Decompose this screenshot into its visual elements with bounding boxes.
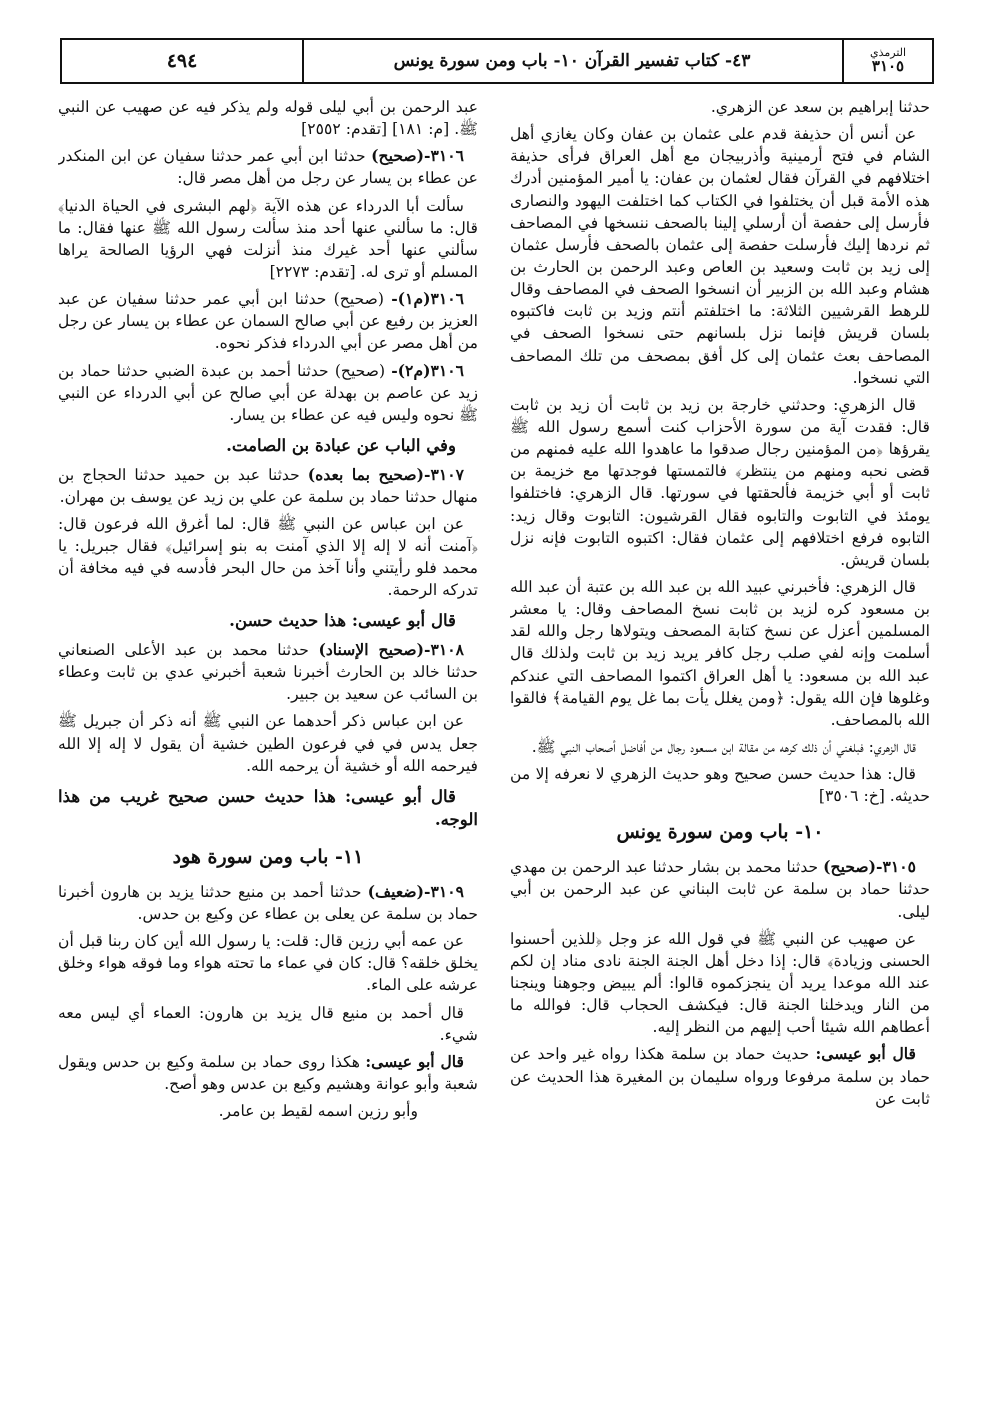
- paragraph: [58, 1002, 478, 1046]
- paragraph-text: عن عمه أبي رزين قال: قلت: يا رسول الله أين كان ربنا قبل أن يخلق خلقه؟ قال: كان في عماء ما تحته هواء وما فوقه هواء وخلق عرشه على الماء.: [58, 932, 478, 995]
- hadith-number-label: ٣١٠٦(م٢)-: [391, 360, 464, 380]
- paragraph-text: سألت أبا الدرداء عن هذه الآية ﴿لهم البشرى في الحياة الدنيا﴾ قال: ما سألني عنها أحد منذ سألت رسول الله ﷺ عنها فقال: ما سألني عنها أحد غيرك منذ أنزلت فهي الرؤيا الصالحة يراها المسلم أو ترى له. [تقدم: ٢٢٧٣]: [58, 196, 478, 281]
- section-heading: ١٠- باب ومن سورة يونس: [616, 821, 824, 844]
- paragraph: [510, 123, 930, 389]
- paragraph-text: (صحيح) حدثنا ابن أبي عمر حدثنا سفيان عن عبد العزيز بن رفيع عن أبي صالح السمان عن عطاء بن يسار عن رجل من أهل مصر عن أبي الدرداء فذكر نحوه.: [58, 290, 478, 353]
- paragraph-text: حدثنا عبد بن حميد حدثنا الحجاج بن منهال حدثنا حماد بن سلمة عن علي بن زيد عن يوسف بن مهران.: [58, 465, 478, 506]
- paragraph-text: حدثنا محمد بن بشار حدثنا عبد الرحمن بن مهدي حدثنا حماد بن سلمة عن ثابت البناني عن عبد الرحمن بن أبي ليلى.: [510, 858, 930, 921]
- paragraph: [510, 576, 930, 731]
- paragraph-text: (صحيح) حدثنا أحمد بن عبدة الضبي حدثنا حماد بن زيد عن عاصم بن بهدلة عن أبي صالح عن أبي الدرداء عن النبي ﷺ نحوه وليس فيه عن عطاء بن يسار.: [58, 361, 478, 424]
- paragraph: [510, 394, 930, 571]
- commentary-line: وفي الباب عن عبادة بن الصامت.: [226, 434, 456, 455]
- left-text-column: [58, 96, 478, 1386]
- paragraph: [58, 710, 478, 776]
- paragraph-text: حدثنا أحمد بن منيع حدثنا يزيد بن هارون أخبرنا حماد بن سلمة عن يعلى بن عطاء عن وكيع بن حدس.: [58, 882, 478, 924]
- paragraph: [58, 1051, 478, 1095]
- paragraph-text: حديث حماد بن سلمة هكذا رواه غير واحد عن حماد بن سلمة مرفوعا ورواه سليمان بن المغيرة هذا الحديث عن ثابت عن: [510, 1045, 930, 1108]
- header-title: ٤٣- كتاب تفسير القرآن ١٠- باب ومن سورة يونس: [393, 51, 751, 71]
- paragraph-text: قال الزهري: وحدثني خارجة بن زيد بن ثابت أن زيد بن ثابت قال: فقدت آية من سورة الأحزاب كنت أسمع رسول الله ﷺ يقرؤها ﴿من المؤمنين رجال صدقوا ما عاهدوا الله عليه فمنهم من قضى نحبه ومنهم من ينتظر﴾ فالتمستها فوجدتها مع خزيمة بن ثابت أو أبي خزيمة فألحقتها في سورتها. قال الزهري: فاختلفوا يومئذ في التابوت والتابوه فقال القرشيون: التابوت وقال زيد: التابوه فرفع اختلافهم إلى عثمان فقال: اكتبوه التابوت فإنه نزل بلسان قريش.: [510, 395, 930, 569]
- paragraph: [58, 464, 478, 508]
- paragraph-text: قال: هذا حديث حسن صحيح وهو حديث الزهري لا نعرفه إلا من حديثه. [خ: ٣٥٠٦]: [510, 765, 930, 806]
- paragraph: [58, 360, 478, 426]
- section-heading: ١١- باب ومن سورة هود: [172, 845, 364, 868]
- paragraph: [58, 513, 478, 602]
- paragraph: [510, 1043, 930, 1109]
- header-hadith-number: ٣١٠٥: [871, 56, 905, 75]
- paragraph: [58, 639, 478, 705]
- right-text-column: [510, 96, 930, 1386]
- paragraph: [58, 195, 478, 284]
- paragraph-text: عن صهيب عن النبي ﷺ في قول الله عز وجل ﴿للذين أحسنوا الحسنى وزيادة﴾ قال: إذا دخل أهل الجنة الجنة نادى مناد إن لكم عند الله موعدا يريد أن ينجزكموه قالوا: ألم يبيض وجوهنا وينجنا من النار ويدخلنا الجنة قال: فيكشف الحجاب قال: فوالله ما أعطاهم الله شيئا أحب إليهم من النظر إليه.: [510, 929, 930, 1037]
- hadith-number-label: قال أبو عيسى:: [365, 1051, 464, 1071]
- paragraph: [58, 145, 478, 189]
- paragraph-text: عن أنس أن حذيفة قدم على عثمان بن عفان وكان يغازي أهل الشام في فتح أرمينية وأذربيجان مع أهل العراق فرأى حذيفة اختلافهم في القرآن فقال لعثمان بن عفان: يا أمير المؤمنين أدرك هذه الأمة قبل أن يختلفوا في الكتاب كما اختلفت اليهود والنصارى فأرسل إلى حفصة أن أرسلي إلينا بالصحف ننسخها في المصاحف ثم نردها إليك فأرسلت حفصة إلى عثمان بالصحف فأرسل عثمان إلى زيد بن ثابت وسعيد بن العاص وعبد الرحمن بن الحارث بن هشام وعبد الله بن الزبير أن انسخوا الصحف في المصاحف وقال للرهط القرشيين الثلاثة: ما اختلفتم أنتم وزيد بن ثابت فاكتبوه بلسان قريش فإنما نزل بلسانهم حتى نسخوا الصحف في المصاحف بعث عثمان إلى كل أفق بمصحف من تلك المصاحف التي نسخوا.: [510, 125, 930, 387]
- header-separator: [302, 40, 304, 82]
- paragraph-text: عن ابن عباس عن النبي ﷺ قال: لما أغرق الله فرعون قال: ﴿آمنت أنه لا إله إلا الذي آمنت به بنو إسرائيل﴾ فقال جبريل: يا محمد فلو رأيتني وأنا آخذ من حال البحر فأدسه في فيه مخافة أن تدركه الرحمة.: [58, 514, 478, 600]
- paragraph-text: عبد الرحمن بن أبي ليلى قوله ولم يذكر فيه عن صهيب عن النبي ﷺ. [م: ١٨١] [تقدم: ٢٥٥٢]: [58, 98, 478, 139]
- header-page-number: ٤٩٤: [166, 50, 198, 72]
- paragraph-text: حدثنا إبراهيم بن سعد عن الزهري.: [710, 98, 930, 116]
- commentary-line: قال أبو عيسى: هذا حديث حسن صحيح غريب من هذا الوجه.: [58, 785, 478, 830]
- hadith-number-label: ٣١٠٦-(صحيح): [371, 146, 464, 166]
- hadith-number-label: ٣١٠٥-(صحيح): [823, 857, 916, 877]
- paragraph-text: حدثنا ابن أبي عمر حدثنا سفيان عن ابن المنكدر عن عطاء بن يسار عن رجل من أهل مصر قال:: [58, 147, 478, 188]
- hadith-number-label: ٣١٠٧-(صحيح بما بعده): [307, 464, 464, 484]
- hadith-number-label: ٣١٠٩-(ضعيف): [367, 881, 464, 901]
- hadith-number-label: قال أبو عيسى:: [815, 1044, 917, 1064]
- paragraph: [58, 881, 478, 925]
- paragraph: [510, 856, 930, 922]
- paragraph: [58, 96, 478, 140]
- paragraph-text: هكذا روى حماد بن سلمة وكيع بن حدس ويقول شعبة وأبو عوانة وهشيم وكيع بن عدس وهو أصح.: [58, 1052, 478, 1093]
- paragraph: [58, 1100, 478, 1122]
- paragraph-text: قال أحمد بن منيع قال يزيد بن هارون: العماء أي ليس معه شيء.: [58, 1003, 478, 1044]
- paragraph: [510, 736, 930, 758]
- paragraph: [510, 928, 930, 1039]
- hadith-number-label: ٣١٠٨-(صحيح الإسناد): [318, 639, 464, 659]
- page-header: [60, 38, 934, 84]
- header-separator: [842, 40, 844, 82]
- paragraph: [510, 763, 930, 807]
- paragraph: [58, 930, 478, 996]
- paragraph-text: حدثنا محمد بن عبد الأعلى الصنعاني حدثنا خالد بن الحارث أخبرنا شعبة أخبرني عدي بن ثابت وعطاء بن السائب عن سعيد بن جبير.: [58, 640, 478, 704]
- paragraph: [510, 96, 930, 118]
- header-book-cell: [844, 40, 932, 82]
- paragraph: [58, 288, 478, 354]
- header-book-name: الترمذي: [869, 46, 907, 60]
- paragraph-text: عن ابن عباس ذكر أحدهما عن النبي ﷺ أنه ذكر أن جبريل ﷺ جعل يدس في في فرعون الطين خشية أن يقول لا إله إلا الله فيرحمه الله أو خشية أن يرحمه الله.: [58, 712, 478, 775]
- paragraph-text: قال الزهري: فبلغني أن ذلك كرهه من مقالة ابن مسعود رجال من أفاضل أصحاب النبي ﷺ.: [531, 737, 916, 756]
- hadith-number-label: ٣١٠٦(م١)-: [391, 289, 464, 309]
- commentary-line: قال أبو عيسى: هذا حديث حسن.: [229, 610, 456, 631]
- paragraph-text: وأبو رزين اسمه لقيط بن عامر.: [218, 1102, 418, 1121]
- paragraph-text: قال الزهري: فأخبرني عبيد الله بن عبد الله بن عتبة أن عبد الله بن مسعود كره لزيد بن ثابت نسخ المصاحف وقال: يا معشر المسلمين أعزل عن نسخ كتابة المصحف ويتولاها رجل والله لقد أسلمت وإنه لفي صلب رجل كافر يريد زيد بن ثابت ولذلك قال عبد الله بن مسعود: يا أهل العراق اكتموا المصاحف التي عندكم وغلوها فإن الله يقول: ﴿ومن يغلل يأت بما غل يوم القيامة﴾ فالقوا الله بالمصاحف.: [510, 577, 930, 729]
